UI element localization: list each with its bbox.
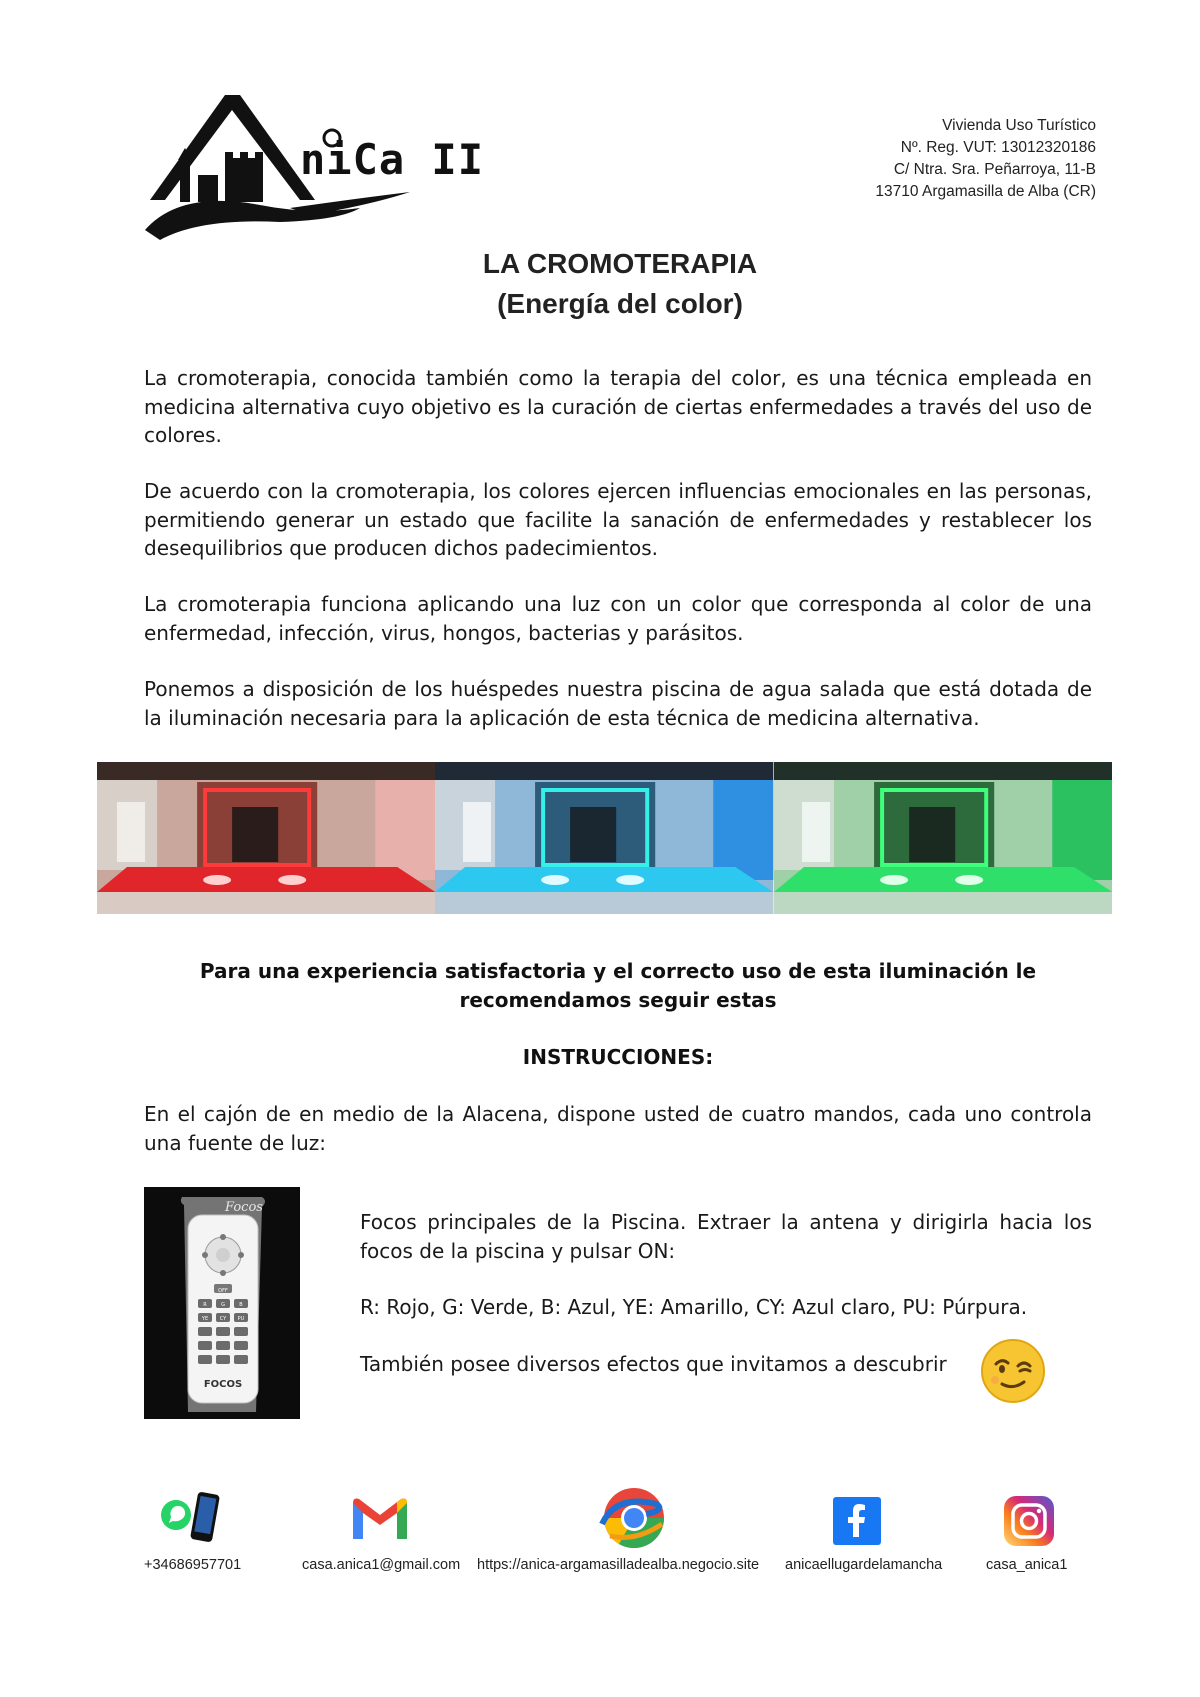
paragraph: La cromoterapia funciona aplicando una luz con un color que corresponda al color de una enfermedad, infección, virus, hongos, bacterias y parásitos. <box>144 592 1092 645</box>
phone-number[interactable]: +34686957701 <box>144 1557 242 1573</box>
remote-r-label: R <box>203 1302 207 1308</box>
website-link[interactable]: https://anica-argamasilladealba.negocio.site <box>477 1557 760 1573</box>
pool-photo-strip <box>97 762 1112 914</box>
winking-face-icon <box>980 1338 1046 1404</box>
pool-photo-blue <box>435 762 773 914</box>
facebook-icon[interactable] <box>833 1497 881 1545</box>
instagram-icon[interactable] <box>1003 1495 1055 1547</box>
browser-icon[interactable] <box>596 1484 672 1552</box>
remote-control-photo <box>144 1187 300 1419</box>
recommendation-line: Para una experiencia satisfactoria y el correcto uso de esta iluminación le <box>199 959 1037 983</box>
logo-text: niCa II <box>300 135 485 184</box>
remote-description: Focos principales de la Piscina. Extraer la antena y dirigirla hacia los focos de la piscina y pulsar ON: <box>360 1210 1092 1263</box>
address-line: Vivienda Uso Turístico <box>942 117 1096 134</box>
pool-photo-red <box>97 762 435 914</box>
remote-pu-label: PU <box>237 1316 245 1322</box>
remote-b-label: B <box>239 1302 243 1308</box>
whatsapp-phone-icon[interactable] <box>158 1487 230 1547</box>
address-line: Nº. Reg. VUT: 13012320186 <box>900 139 1096 156</box>
remote-bottom-label: FOCOS <box>203 1379 243 1390</box>
remote-colors-line: R: Rojo, G: Verde, B: Azul, YE: Amarillo, CY: Azul claro, PU: Púrpura. <box>360 1295 1028 1319</box>
paragraph: De acuerdo con la cromoterapia, los colores ejercen influencias emocionales en las personas, permitiendo generar un estado que facilite la sanación de enfermedades y restablecer los desequilibrios que producen dichos padecimientos. <box>144 479 1092 560</box>
remote-ye-label: YE <box>201 1316 209 1322</box>
remote-g-label: G <box>221 1302 225 1308</box>
page-title: LA CROMOTERAPIA <box>482 248 758 279</box>
address-block <box>875 115 1096 203</box>
remote-top-label: Focos <box>225 1200 263 1215</box>
email-address[interactable]: casa.anica1@gmail.com <box>302 1557 461 1573</box>
address-line: 13710 Argamasilla de Alba (CR) <box>875 183 1096 200</box>
pool-photo-green <box>774 762 1112 914</box>
instructions-heading: INSTRUCCIONES: <box>522 1045 714 1069</box>
paragraph: La cromoterapia, conocida también como la terapia del color, es una técnica empleada en medicina alternativa cuyo objetivo es la curación de ciertas enfermedades a través del uso de colores. <box>144 366 1092 447</box>
gmail-icon[interactable] <box>351 1495 409 1541</box>
remote-cy-label: CY <box>219 1316 227 1322</box>
page-subtitle: (Energía del color) <box>497 288 743 319</box>
paragraph: Ponemos a disposición de los huéspedes nuestra piscina de agua salada que está dotada de la iluminación necesaria para la aplicación de esta técnica de medicina alternativa. <box>144 677 1092 730</box>
instagram-handle[interactable]: casa_anica1 <box>986 1557 1068 1573</box>
facebook-handle[interactable]: anicaellugardelamancha <box>785 1557 943 1573</box>
remote-off-label: OFF <box>218 1288 228 1294</box>
instructions-intro: En el cajón de en medio de la Alacena, dispone usted de cuatro mandos, cada uno controla una fuente de luz: <box>144 1102 1092 1155</box>
recommendation-line: recomendamos seguir estas <box>459 988 777 1012</box>
remote-effects-line: También posee diversos efectos que invitamos a descubrir <box>360 1352 947 1376</box>
address-line: C/ Ntra. Sra. Peñarroya, 11-B <box>893 161 1096 178</box>
